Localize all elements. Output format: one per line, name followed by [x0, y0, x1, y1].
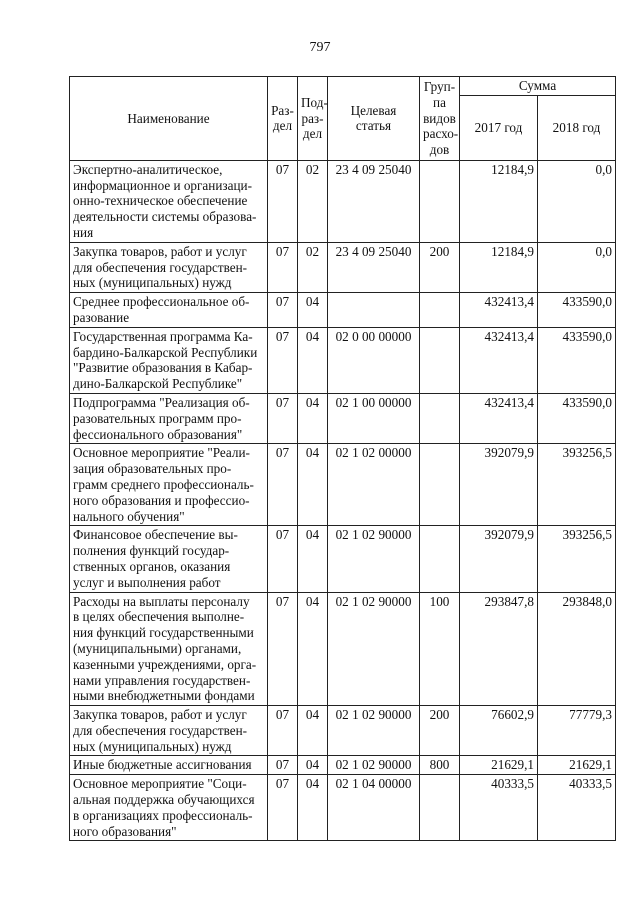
row-sum-2017: 432413,4 [460, 293, 538, 328]
table-body [70, 160, 616, 841]
row-sum-2018: 433590,0 [538, 393, 616, 443]
row-section: 07 [268, 393, 298, 443]
header-section: Раз- дел [268, 77, 298, 161]
row-name: Финансовое обеспечение вы- полнения функций государ- ственных органов, оказания услуг и выполнения работ [70, 526, 268, 592]
table-row [70, 327, 616, 393]
row-subsection: 04 [298, 756, 328, 775]
row-sum-2018: 293848,0 [538, 592, 616, 706]
row-sum-2018: 40333,5 [538, 775, 616, 841]
row-sum-2018: 0,0 [538, 160, 616, 242]
table-row [70, 775, 616, 841]
row-article: 02 0 00 00000 [328, 327, 420, 393]
row-subsection: 04 [298, 327, 328, 393]
row-sum-2017: 12184,9 [460, 160, 538, 242]
row-name: Закупка товаров, работ и услуг для обеспечения государствен- ных (муниципальных) нужд [70, 706, 268, 756]
row-sum-2018: 0,0 [538, 242, 616, 292]
table-header [70, 77, 616, 161]
row-sum-2018: 77779,3 [538, 706, 616, 756]
table-row [70, 444, 616, 526]
row-article: 23 4 09 25040 [328, 242, 420, 292]
row-section: 07 [268, 327, 298, 393]
row-section: 07 [268, 592, 298, 706]
row-expense-group: 200 [420, 242, 460, 292]
table-row [70, 160, 616, 242]
row-expense-group [420, 444, 460, 526]
table-row [70, 242, 616, 292]
row-article: 02 1 00 00000 [328, 393, 420, 443]
row-section: 07 [268, 242, 298, 292]
row-sum-2017: 76602,9 [460, 706, 538, 756]
page-number: 797 [309, 40, 331, 55]
row-subsection: 04 [298, 444, 328, 526]
table-row [70, 393, 616, 443]
row-name: Расходы на выплаты персоналу в целях обеспечения выполне- ния функций государственными (муниципальными) органами, казенными учреждениями, орга- нами управления государствен- ными внебюджетными фондами [70, 592, 268, 706]
budget-table [69, 76, 616, 841]
header-target-article: Целевая статья [328, 77, 420, 161]
row-article: 02 1 02 90000 [328, 592, 420, 706]
row-name: Иные бюджетные ассигнования [70, 756, 268, 775]
row-expense-group [420, 393, 460, 443]
row-section: 07 [268, 160, 298, 242]
row-expense-group: 800 [420, 756, 460, 775]
row-name: Основное мероприятие "Соци- альная поддержка обучающихся в организациях профессиональ- ного образования" [70, 775, 268, 841]
row-subsection: 04 [298, 706, 328, 756]
row-expense-group [420, 526, 460, 592]
row-name: Среднее профессиональное об- разование [70, 293, 268, 328]
row-article [328, 293, 420, 328]
row-name: Экспертно-аналитическое, информационное и организаци- онно-техническое обеспечение деятельности системы образова- ния [70, 160, 268, 242]
row-sum-2017: 432413,4 [460, 393, 538, 443]
row-expense-group: 100 [420, 592, 460, 706]
row-section: 07 [268, 444, 298, 526]
table-row [70, 592, 616, 706]
row-sum-2017: 392079,9 [460, 444, 538, 526]
row-sum-2017: 12184,9 [460, 242, 538, 292]
header-year-2018: 2018 год [538, 95, 616, 160]
header-sum: Сумма [460, 77, 616, 96]
row-article: 02 1 02 00000 [328, 444, 420, 526]
table-row [70, 756, 616, 775]
row-expense-group [420, 293, 460, 328]
row-article: 02 1 04 00000 [328, 775, 420, 841]
row-expense-group [420, 160, 460, 242]
row-name: Подпрограмма "Реализация об- разовательных программ про- фессионального образования" [70, 393, 268, 443]
row-sum-2018: 393256,5 [538, 526, 616, 592]
table-row [70, 293, 616, 328]
row-name: Закупка товаров, работ и услуг для обеспечения государствен- ных (муниципальных) нужд [70, 242, 268, 292]
row-expense-group [420, 775, 460, 841]
row-sum-2018: 433590,0 [538, 327, 616, 393]
row-section: 07 [268, 775, 298, 841]
row-sum-2018: 433590,0 [538, 293, 616, 328]
row-subsection: 04 [298, 293, 328, 328]
row-sum-2017: 432413,4 [460, 327, 538, 393]
row-section: 07 [268, 756, 298, 775]
row-name: Основное мероприятие "Реали- зация образовательных про- грамм среднего профессиональ- ного образования и профессио- нального обучения" [70, 444, 268, 526]
row-subsection: 04 [298, 592, 328, 706]
row-sum-2018: 393256,5 [538, 444, 616, 526]
table-row [70, 526, 616, 592]
row-expense-group: 200 [420, 706, 460, 756]
header-expense-group: Груп- па видов расхо- дов [420, 77, 460, 161]
row-subsection: 02 [298, 160, 328, 242]
row-sum-2018: 21629,1 [538, 756, 616, 775]
row-name: Государственная программа Ка- бардино-Балкарской Республики "Развитие образования в Кабар- дино-Балкарской Республике" [70, 327, 268, 393]
header-name: Наименование [70, 77, 268, 161]
row-expense-group [420, 327, 460, 393]
header-year-2017: 2017 год [460, 95, 538, 160]
row-sum-2017: 293847,8 [460, 592, 538, 706]
row-article: 23 4 09 25040 [328, 160, 420, 242]
row-article: 02 1 02 90000 [328, 706, 420, 756]
row-article: 02 1 02 90000 [328, 756, 420, 775]
row-subsection: 04 [298, 775, 328, 841]
table-row [70, 706, 616, 756]
row-section: 07 [268, 706, 298, 756]
row-sum-2017: 392079,9 [460, 526, 538, 592]
row-subsection: 02 [298, 242, 328, 292]
row-subsection: 04 [298, 393, 328, 443]
row-article: 02 1 02 90000 [328, 526, 420, 592]
header-subsection: Под- раз- дел [298, 77, 328, 161]
row-sum-2017: 40333,5 [460, 775, 538, 841]
row-section: 07 [268, 526, 298, 592]
row-section: 07 [268, 293, 298, 328]
row-sum-2017: 21629,1 [460, 756, 538, 775]
row-subsection: 04 [298, 526, 328, 592]
